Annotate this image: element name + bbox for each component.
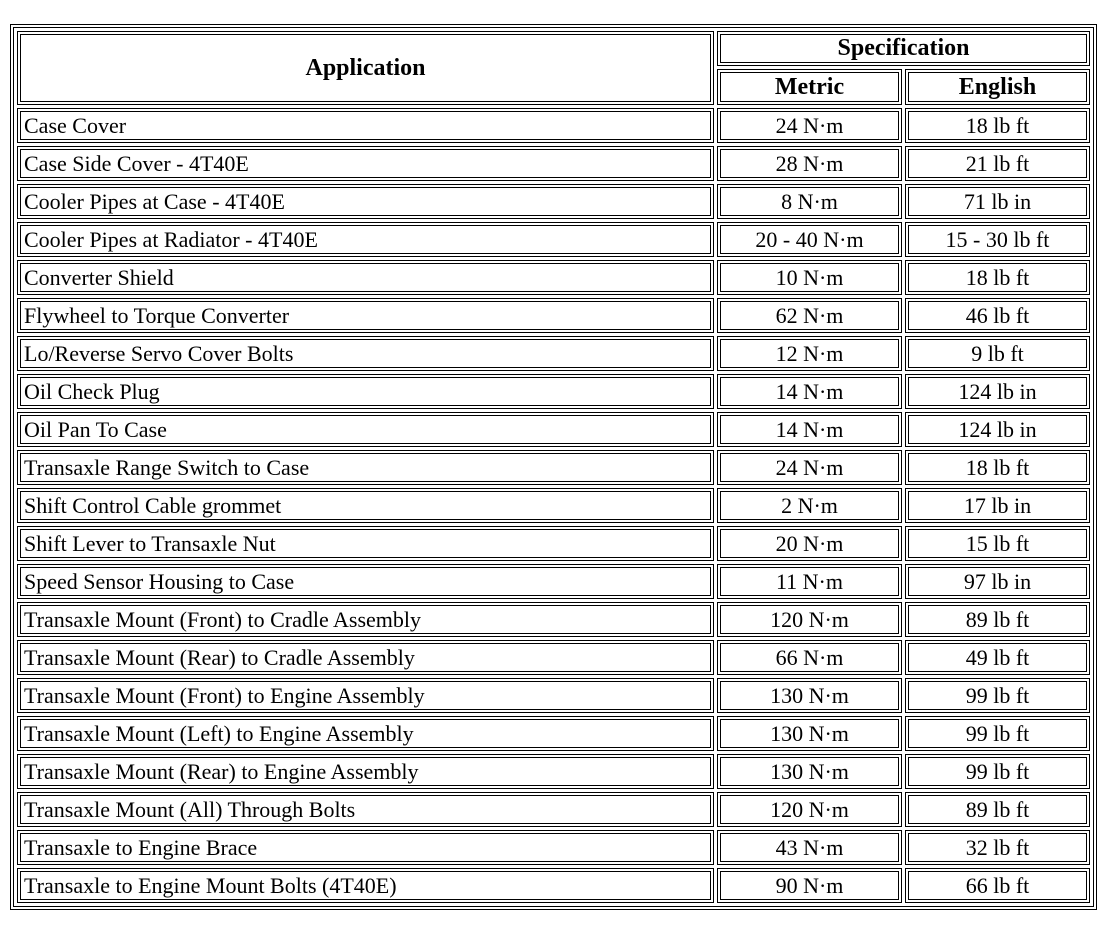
metric-value-cell: 43 N·m bbox=[717, 830, 902, 865]
table-row bbox=[17, 640, 1090, 675]
application-cell: Transaxle Mount (Front) to Engine Assembly bbox=[17, 678, 714, 713]
english-value-cell: 18 lb ft bbox=[905, 450, 1090, 485]
table-row bbox=[17, 792, 1090, 827]
metric-value-cell: 120 N·m bbox=[717, 792, 902, 827]
metric-value-cell: 130 N·m bbox=[717, 716, 902, 751]
table-row bbox=[17, 336, 1090, 371]
table-row bbox=[17, 868, 1090, 903]
table-row bbox=[17, 260, 1090, 295]
metric-value-cell: 8 N·m bbox=[717, 184, 902, 219]
table-row bbox=[17, 564, 1090, 599]
application-cell: Cooler Pipes at Radiator - 4T40E bbox=[17, 222, 714, 257]
english-column-header: English bbox=[905, 69, 1090, 105]
table-row bbox=[17, 488, 1090, 523]
application-cell: Oil Check Plug bbox=[17, 374, 714, 409]
torque-spec-table bbox=[10, 24, 1097, 910]
table-row bbox=[17, 526, 1090, 561]
application-cell: Lo/Reverse Servo Cover Bolts bbox=[17, 336, 714, 371]
table-row bbox=[17, 602, 1090, 637]
metric-value-cell: 10 N·m bbox=[717, 260, 902, 295]
application-cell: Transaxle Range Switch to Case bbox=[17, 450, 714, 485]
metric-value-cell: 2 N·m bbox=[717, 488, 902, 523]
table-row bbox=[17, 754, 1090, 789]
english-value-cell: 99 lb ft bbox=[905, 716, 1090, 751]
application-column-header: Application bbox=[17, 31, 714, 105]
header-row-specification bbox=[17, 31, 1090, 66]
english-value-cell: 66 lb ft bbox=[905, 868, 1090, 903]
application-cell: Converter Shield bbox=[17, 260, 714, 295]
application-cell: Transaxle Mount (All) Through Bolts bbox=[17, 792, 714, 827]
english-value-cell: 32 lb ft bbox=[905, 830, 1090, 865]
metric-value-cell: 12 N·m bbox=[717, 336, 902, 371]
table-row bbox=[17, 222, 1090, 257]
english-value-cell: 89 lb ft bbox=[905, 792, 1090, 827]
english-value-cell: 99 lb ft bbox=[905, 754, 1090, 789]
metric-value-cell: 28 N·m bbox=[717, 146, 902, 181]
application-cell: Transaxle to Engine Brace bbox=[17, 830, 714, 865]
application-cell: Shift Lever to Transaxle Nut bbox=[17, 526, 714, 561]
english-value-cell: 89 lb ft bbox=[905, 602, 1090, 637]
english-value-cell: 99 lb ft bbox=[905, 678, 1090, 713]
metric-value-cell: 62 N·m bbox=[717, 298, 902, 333]
application-cell: Cooler Pipes at Case - 4T40E bbox=[17, 184, 714, 219]
english-value-cell: 49 lb ft bbox=[905, 640, 1090, 675]
application-cell: Transaxle to Engine Mount Bolts (4T40E) bbox=[17, 868, 714, 903]
metric-value-cell: 90 N·m bbox=[717, 868, 902, 903]
table-row bbox=[17, 184, 1090, 219]
table-row bbox=[17, 108, 1090, 143]
table-row bbox=[17, 412, 1090, 447]
application-cell: Case Side Cover - 4T40E bbox=[17, 146, 714, 181]
metric-value-cell: 130 N·m bbox=[717, 754, 902, 789]
english-value-cell: 21 lb ft bbox=[905, 146, 1090, 181]
table-row bbox=[17, 298, 1090, 333]
application-cell: Transaxle Mount (Front) to Cradle Assembly bbox=[17, 602, 714, 637]
table-row bbox=[17, 374, 1090, 409]
english-value-cell: 124 lb in bbox=[905, 374, 1090, 409]
application-cell: Speed Sensor Housing to Case bbox=[17, 564, 714, 599]
metric-value-cell: 11 N·m bbox=[717, 564, 902, 599]
table-row bbox=[17, 450, 1090, 485]
english-value-cell: 18 lb ft bbox=[905, 108, 1090, 143]
spec-table-body bbox=[17, 108, 1090, 903]
metric-value-cell: 14 N·m bbox=[717, 412, 902, 447]
application-cell: Oil Pan To Case bbox=[17, 412, 714, 447]
table-header bbox=[17, 31, 1090, 105]
application-cell: Case Cover bbox=[17, 108, 714, 143]
specification-column-header: Specification bbox=[717, 31, 1090, 66]
english-value-cell: 71 lb in bbox=[905, 184, 1090, 219]
application-cell: Transaxle Mount (Rear) to Engine Assembly bbox=[17, 754, 714, 789]
english-value-cell: 15 lb ft bbox=[905, 526, 1090, 561]
metric-column-header: Metric bbox=[717, 69, 902, 105]
english-value-cell: 18 lb ft bbox=[905, 260, 1090, 295]
metric-value-cell: 14 N·m bbox=[717, 374, 902, 409]
english-value-cell: 46 lb ft bbox=[905, 298, 1090, 333]
english-value-cell: 97 lb in bbox=[905, 564, 1090, 599]
application-cell: Flywheel to Torque Converter bbox=[17, 298, 714, 333]
english-value-cell: 17 lb in bbox=[905, 488, 1090, 523]
table-row bbox=[17, 716, 1090, 751]
table-row bbox=[17, 678, 1090, 713]
metric-value-cell: 120 N·m bbox=[717, 602, 902, 637]
metric-value-cell: 20 - 40 N·m bbox=[717, 222, 902, 257]
metric-value-cell: 20 N·m bbox=[717, 526, 902, 561]
metric-value-cell: 66 N·m bbox=[717, 640, 902, 675]
table-row bbox=[17, 146, 1090, 181]
english-value-cell: 124 lb in bbox=[905, 412, 1090, 447]
metric-value-cell: 130 N·m bbox=[717, 678, 902, 713]
english-value-cell: 15 - 30 lb ft bbox=[905, 222, 1090, 257]
table-row bbox=[17, 830, 1090, 865]
metric-value-cell: 24 N·m bbox=[717, 108, 902, 143]
application-cell: Shift Control Cable grommet bbox=[17, 488, 714, 523]
metric-value-cell: 24 N·m bbox=[717, 450, 902, 485]
english-value-cell: 9 lb ft bbox=[905, 336, 1090, 371]
application-cell: Transaxle Mount (Rear) to Cradle Assembly bbox=[17, 640, 714, 675]
application-cell: Transaxle Mount (Left) to Engine Assembly bbox=[17, 716, 714, 751]
